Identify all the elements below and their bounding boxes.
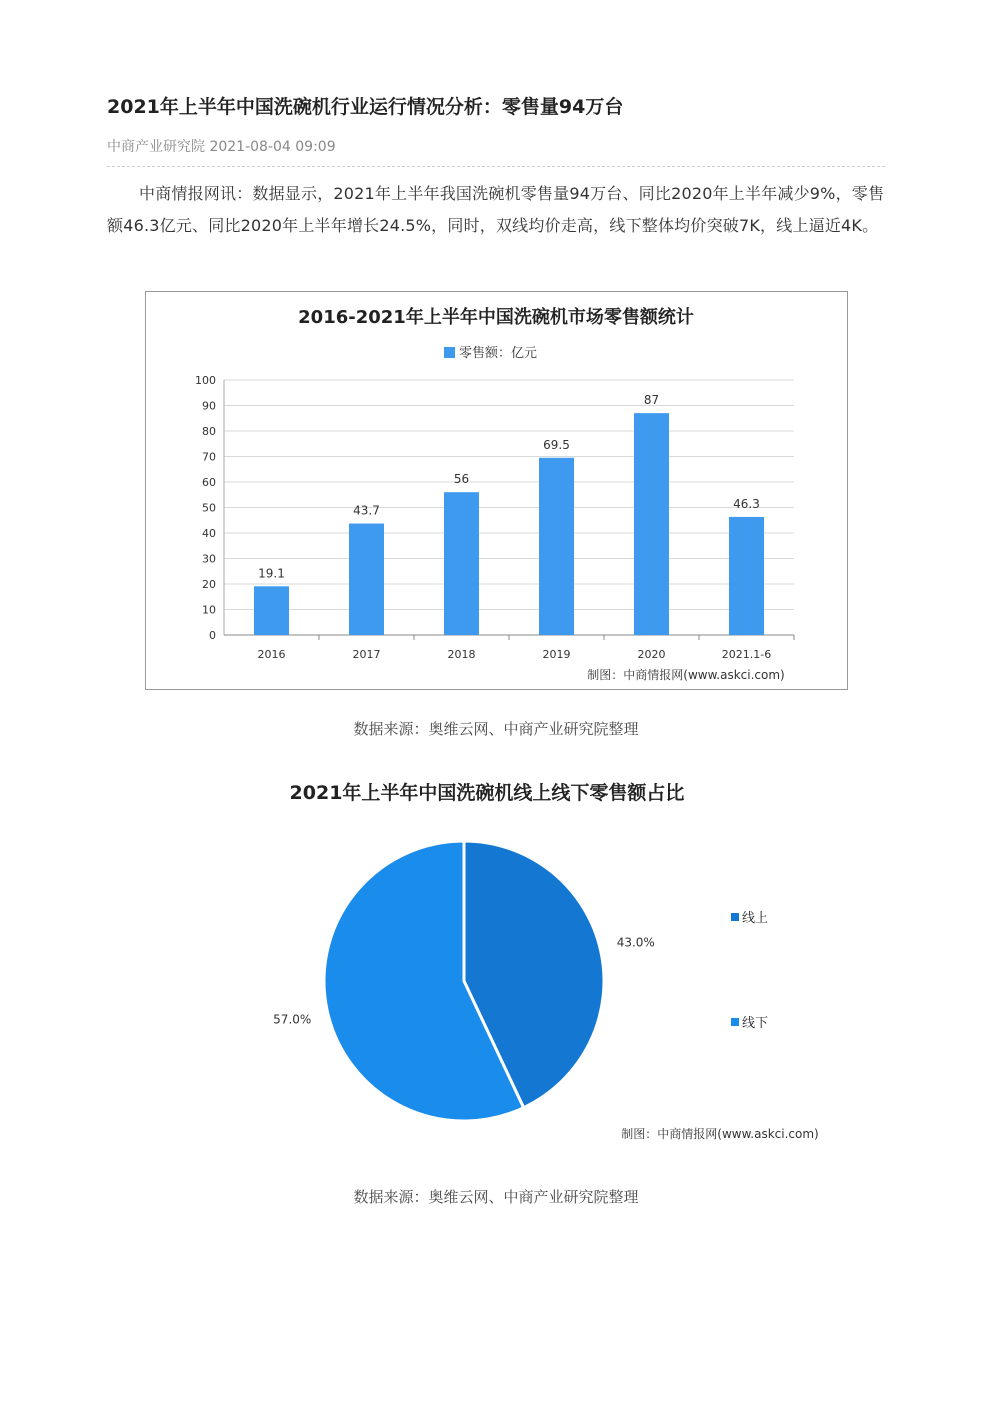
pie-chart-credit: 制图：中商情报网(www.askci.com) bbox=[621, 1127, 819, 1141]
bar-y-tick-label: 20 bbox=[202, 578, 216, 591]
bar bbox=[254, 586, 289, 635]
divider bbox=[107, 166, 885, 167]
bar-y-tick-label: 50 bbox=[202, 501, 216, 515]
pie-chart bbox=[215, 765, 847, 1160]
bar-data-label: 46.3 bbox=[733, 496, 760, 511]
article-paragraph: 中商情报网讯：数据显示，2021年上半年我国洗碗机零售量94万台、同比2020年上半年减少9%，零售额46.3亿元、同比2020年上半年增长24.5%，同时，双线均价走高，线下整体均价突破7K，线上逼近4K。 bbox=[107, 184, 885, 235]
bar-data-label: 19.1 bbox=[258, 566, 285, 581]
bar-x-tick-label: 2016 bbox=[257, 648, 286, 661]
bar-y-tick-label: 60 bbox=[202, 476, 216, 489]
bar-y-tick-label: 40 bbox=[202, 527, 216, 540]
bar-chart-caption: 数据来源：奥维云网、中商产业研究院整理 bbox=[353, 720, 639, 738]
bar bbox=[729, 517, 764, 635]
bar-data-label: 43.7 bbox=[353, 503, 380, 518]
pie-legend-swatch-offline bbox=[731, 1018, 739, 1026]
bar-x-tick-label: 2019 bbox=[542, 648, 571, 661]
bar-x-tick-label: 2021.1-6 bbox=[721, 648, 772, 661]
bar-chart bbox=[146, 292, 847, 689]
bar-x-tick-label: 2017 bbox=[352, 648, 381, 661]
pie-legend-online: 线上 bbox=[742, 911, 769, 926]
bar-y-tick-label: 90 bbox=[202, 399, 216, 413]
bar-legend-label: 零售额：亿元 bbox=[459, 346, 538, 361]
bar-y-tick-label: 10 bbox=[202, 603, 216, 617]
bar-x-tick-label: 2020 bbox=[637, 648, 666, 661]
bar-x-tick-label: 2018 bbox=[447, 648, 476, 661]
bar-data-label: 69.5 bbox=[543, 437, 570, 452]
bar bbox=[444, 492, 479, 635]
bar bbox=[634, 413, 669, 635]
bar-y-tick-label: 80 bbox=[202, 425, 216, 438]
pie-chart-caption: 数据来源：奥维云网、中商产业研究院整理 bbox=[353, 1188, 639, 1206]
pie-legend-offline: 线下 bbox=[742, 1016, 769, 1031]
bar-chart-title: 2016-2021年上半年中国洗碗机市场零售额统计 bbox=[298, 307, 694, 328]
bar-y-tick-label: 70 bbox=[202, 450, 216, 464]
bar bbox=[349, 524, 384, 635]
bar-chart-frame bbox=[145, 291, 848, 690]
bar-data-label: 56 bbox=[453, 472, 470, 487]
bar-chart-credit: 制图：中商情报网(www.askci.com) bbox=[587, 668, 785, 682]
pie-chart-frame bbox=[215, 765, 847, 1160]
article-source: 中商产业研究院 2021-08-04 09:09 bbox=[107, 139, 336, 155]
bar-y-tick-label: 30 bbox=[202, 552, 216, 566]
pie-chart-title: 2021年上半年中国洗碗机线上线下零售额占比 bbox=[289, 782, 685, 804]
bar-legend-swatch bbox=[444, 347, 455, 358]
pie-data-label: 57.0% bbox=[273, 1012, 312, 1027]
pie-legend-swatch-online bbox=[731, 913, 739, 921]
pie-data-label: 43.0% bbox=[616, 935, 655, 950]
article-title: 2021年上半年中国洗碗机行业运行情况分析：零售量94万台 bbox=[107, 96, 624, 118]
bar-data-label: 87 bbox=[643, 393, 660, 408]
bar bbox=[539, 458, 574, 635]
bar-y-tick-label: 100 bbox=[195, 374, 216, 387]
bar-y-tick-label: 0 bbox=[209, 629, 216, 642]
